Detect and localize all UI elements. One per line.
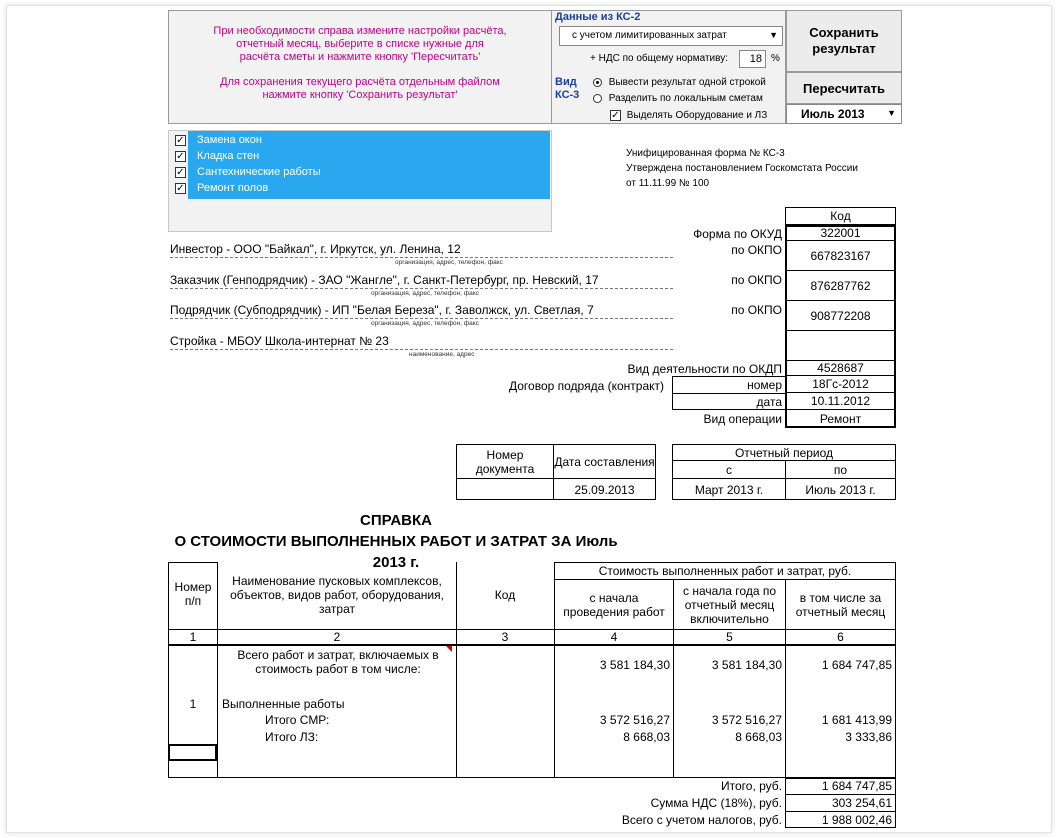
form-header-line-2: Утверждена постановлением Госкомстата России: [626, 163, 858, 174]
okpo-value-3: 908772208: [786, 301, 895, 331]
info-line-4: Для сохранения текущего расчёта отдельным файлом: [220, 76, 500, 88]
total-from-start: 3 581 184,30: [599, 658, 670, 672]
estimate-item[interactable]: [175, 180, 321, 196]
estimate-label: Сантехнические работы: [197, 166, 321, 178]
contract-label: Договор подряда (контракт): [509, 379, 665, 393]
info-line-3: расчёта сметы и нажмите кнопку 'Пересчитать': [239, 51, 481, 63]
total-from-year: 3 581 184,30: [711, 658, 782, 672]
th-code: Код: [494, 588, 516, 602]
checkbox-icon[interactable]: ✓: [176, 134, 185, 146]
save-result-button[interactable]: Сохранить результат: [786, 10, 902, 72]
form-header-line-1: Унифицированная форма № КС-3: [626, 148, 785, 159]
contractor-hint: организация, адрес, телефон, факс: [371, 320, 479, 327]
lz-label: Итого ЛЗ:: [265, 730, 319, 744]
okud-label: Форма по ОКУД: [693, 227, 782, 241]
radio-split-estimates-label: Разделить по локальным сметам: [608, 93, 763, 104]
info-line-5: нажмите кнопку 'Сохранить результат': [262, 89, 458, 101]
site-hint: наименование, адрес: [409, 351, 475, 358]
lz-from-start: 8 668,03: [623, 730, 670, 744]
lz-from-year: 8 668,03: [735, 730, 782, 744]
info-line-1: При необходимости справа измените настройки расчёта,: [213, 25, 507, 37]
th-from-year: с начала года по отчетный месяц включительно: [682, 584, 776, 626]
estimate-item[interactable]: [175, 132, 321, 148]
col-num-3: 3: [501, 630, 509, 644]
vat-input-value: 18: [749, 53, 762, 65]
source-label: Данные из КС-2: [555, 11, 641, 23]
info-panel: [168, 10, 552, 124]
total-month: 1 684 747,85: [821, 658, 892, 672]
okpo-value-1: 667823167: [786, 241, 895, 271]
recalculate-button[interactable]: Пересчитать: [786, 72, 902, 104]
okpo-value-2: 876287762: [786, 271, 895, 301]
radio-on-icon: [593, 78, 602, 87]
title-line-2: О СТОИМОСТИ ВЫПОЛНЕННЫХ РАБОТ И ЗАТРАТ ЗА Июль 2013 г.: [174, 533, 618, 571]
summary-vat: 303 254,61: [831, 796, 892, 810]
info-line-2: отчетный месяц, выберите в списке нужные для: [236, 38, 484, 50]
vat-input[interactable]: [739, 50, 766, 68]
okpo-label-3: по ОКПО: [731, 303, 782, 317]
period-header: Отчетный период: [734, 445, 834, 460]
operation-label: Вид операции: [703, 412, 782, 426]
customer: Заказчик (Генподрядчик) - ЗАО "Жангле", г. Санкт-Петербург, пр. Невский, 17: [170, 273, 673, 289]
row-label: Выполненные работы: [222, 697, 345, 711]
form-header-line-3: от 11.11.99 № 100: [626, 178, 710, 189]
period-from: Март 2013 г.: [694, 482, 764, 497]
th-number: Номер п/п: [174, 580, 212, 608]
estimate-label: Кладка стен: [197, 150, 260, 162]
col-num-5: 5: [726, 630, 733, 644]
lz-month: 3 333,86: [845, 730, 892, 744]
investor: Инвестор - ООО "Байкал", г. Иркутск, ул. Ленина, 12: [170, 242, 673, 258]
contractor: Подрядчик (Субподрядчик) - ИП "Белая Береза", г. Заволжск, ул. Светлая, 7: [170, 303, 673, 319]
col-num-4: 4: [610, 630, 618, 644]
th-name: Наименование пусковых комплексов, объектов, видов работ, оборудования, затрат: [230, 574, 444, 616]
col-num-1: 1: [189, 630, 197, 644]
okpo-label-2: по ОКПО: [731, 273, 782, 287]
highlight-equipment-checkbox[interactable]: [610, 110, 767, 121]
doc-date-header: Дата составления: [554, 454, 655, 469]
highlight-equipment-label: Выделять Оборудование и ЛЗ: [626, 110, 768, 122]
contract-number-label: номер: [747, 378, 782, 392]
month-select-value: Июль 2013: [801, 107, 865, 121]
summary-total-label: Итого, руб.: [721, 779, 782, 793]
col-num-2: 2: [333, 630, 341, 644]
doc-number-header: Номер документа: [475, 447, 535, 476]
estimate-label: Ремонт полов: [197, 182, 269, 194]
doc-date: 25.09.2013: [574, 482, 635, 497]
source-select[interactable]: [559, 26, 783, 46]
chevron-down-icon: ▼: [769, 30, 778, 40]
contract-date: 10.11.2012: [786, 393, 895, 410]
summary-grand: 1 988 002,46: [821, 813, 892, 827]
source-select-value: с учетом лимитированных затрат: [572, 30, 727, 41]
checkbox-icon[interactable]: ✓: [176, 150, 185, 162]
title-line-1: СПРАВКА: [360, 512, 432, 529]
selected-cell[interactable]: [168, 744, 217, 761]
th-from-start: с начала проведения работ: [563, 591, 665, 619]
ks3-label: КС-3: [555, 89, 580, 101]
estimate-label: Замена окон: [197, 134, 262, 146]
checkmark-icon: ✓: [611, 110, 620, 121]
radio-single-row-label: Вывести результат одной строкой: [608, 77, 766, 88]
summary-total: 1 684 747,85: [821, 779, 892, 793]
estimate-item[interactable]: [175, 148, 321, 164]
okpo-label-1: по ОКПО: [731, 243, 782, 257]
operation-value: Ремонт: [819, 411, 862, 426]
radio-single-row[interactable]: [593, 77, 766, 88]
contract-number: 18Гс-2012: [786, 376, 895, 393]
period-to: Июль 2013 г.: [805, 482, 876, 497]
site: Стройка - МБОУ Школа-интернат № 23: [170, 334, 673, 350]
checkbox-icon[interactable]: ✓: [176, 166, 185, 178]
okdp-label: Вид деятельности по ОКДП: [627, 362, 782, 376]
smr-month: 1 681 413,99: [821, 713, 892, 727]
okud-value: 322001: [786, 226, 895, 241]
vat-label: + НДС по общему нормативу:: [590, 53, 728, 64]
investor-hint: организация, адрес, телефон, факс: [395, 259, 503, 266]
col-num-6: 6: [837, 630, 844, 644]
smr-from-year: 3 572 516,27: [711, 713, 782, 727]
vid-label: Вид: [555, 76, 577, 88]
th-month: в том числе за отчетный месяц: [795, 591, 886, 619]
okdp-value: 4528687: [786, 360, 895, 376]
row-number: 1: [189, 697, 197, 711]
smr-label: Итого СМР:: [265, 713, 330, 727]
summary-grand-label: Всего с учетом налогов, руб.: [621, 813, 782, 827]
summary-vat-label: Сумма НДС (18%), руб.: [650, 796, 782, 810]
contract-date-label: дата: [756, 395, 782, 409]
codes-title: Код: [785, 207, 896, 225]
period-from-label: с: [726, 462, 732, 477]
radio-off-icon: [593, 94, 602, 103]
vat-unit: %: [771, 53, 780, 64]
total-row-label: Всего работ и затрат, включаемых в стоимость работ в том числе:: [237, 648, 439, 676]
estimate-item[interactable]: [175, 164, 321, 180]
chevron-down-icon: ▼: [887, 108, 896, 118]
checkbox-icon[interactable]: ✓: [176, 182, 185, 194]
smr-from-start: 3 572 516,27: [599, 713, 670, 727]
month-select[interactable]: [786, 104, 902, 124]
customer-hint: организация, адрес, телефон, факс: [371, 290, 479, 297]
period-to-label: по: [833, 462, 848, 477]
radio-split-estimates[interactable]: [593, 93, 763, 104]
th-cost: Стоимость выполненных работ и затрат, руб.: [598, 564, 852, 578]
